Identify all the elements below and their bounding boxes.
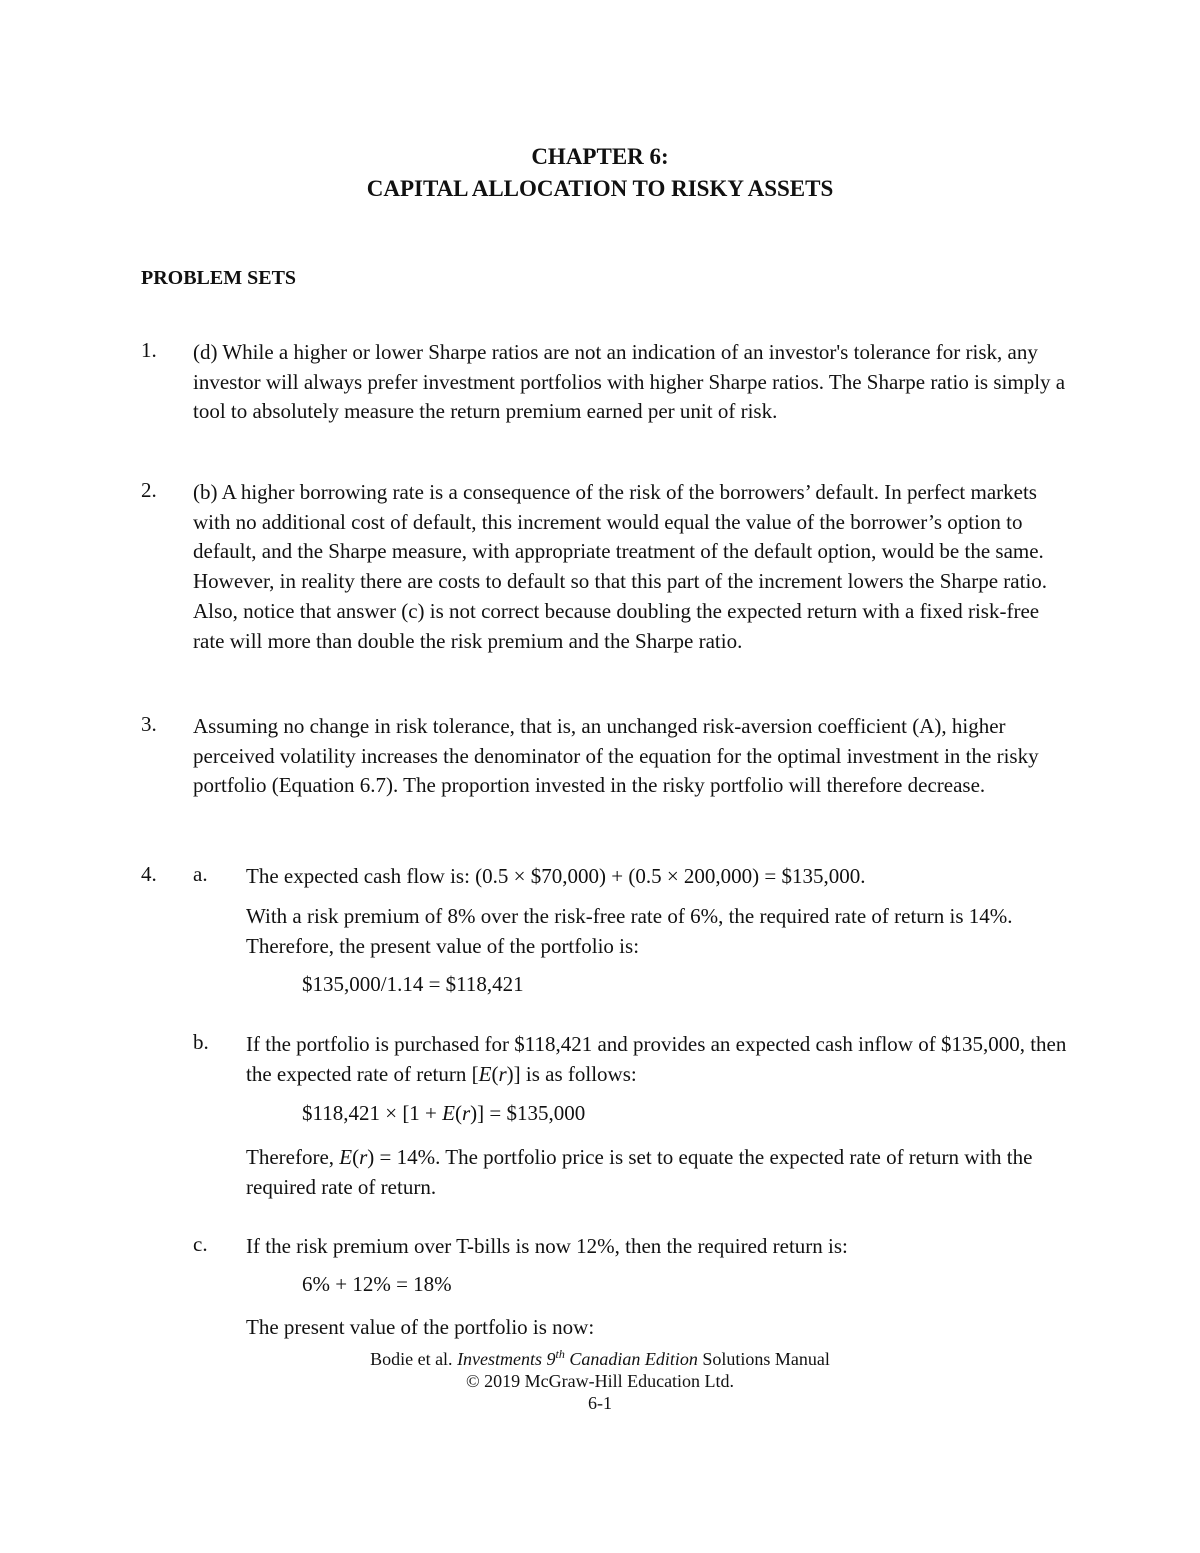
question-4b-conclusion: Therefore, E(r) = 14%. The portfolio price is set to equate the expected rate of return with the required rate of return. — [246, 1145, 1033, 1199]
footer-copyright: © 2019 McGraw-Hill Education Ltd. — [465, 1371, 735, 1391]
question-4-number: 4. — [141, 862, 157, 886]
question-4c-label: c. — [193, 1232, 208, 1256]
question-4c-line1: If the risk premium over T-bills is now 12%, then the required return is: — [246, 1234, 848, 1258]
question-4b-label: b. — [193, 1030, 209, 1054]
question-4b-equation: $118,421 × [1 + E(r)] = $135,000 — [302, 1101, 586, 1125]
section-heading: PROBLEM SETS — [141, 267, 297, 289]
question-4a-label: a. — [193, 862, 208, 886]
footer-citation: Bodie et al. Investments 9th Canadian Edition Solutions Manual — [370, 1347, 830, 1369]
question-1-number: 1. — [141, 338, 157, 362]
chapter-title: CAPITAL ALLOCATION TO RISKY ASSETS — [366, 176, 834, 201]
question-4b-paragraph: If the portfolio is purchased for $118,421 and provides an expected cash inflow of $135,000, then the expected rate of return [E(r)] is as follows: — [246, 1032, 1067, 1086]
question-2-answer: (b) A higher borrowing rate is a consequence of the risk of the borrowers’ default. In perfect markets with no additional cost of default, this increment would equal the value of the borrower’s option to default, and the Sharpe measure, with appropriate treatment of the default option, would be the same. However, in reality there are costs to default so that this part of the increment lowers the Sharpe ratio. Also, notice that answer (c) is not correct because doubling the expected return with a fixed risk-free rate will more than double the risk premium and the Sharpe ratio. — [193, 480, 1048, 653]
question-3-number: 3. — [141, 712, 157, 736]
question-4c-equation: 6% + 12% = 18% — [302, 1272, 452, 1296]
question-2-number: 2. — [141, 478, 157, 502]
page-number: 6-1 — [588, 1393, 612, 1413]
question-4a-paragraph: With a risk premium of 8% over the risk-free rate of 6%, the required rate of return is 14%. Therefore, the present value of the portfolio is: — [246, 904, 1013, 958]
chapter-number: CHAPTER 6: — [531, 144, 669, 169]
question-4a-line1: The expected cash flow is: (0.5 × $70,000) + (0.5 × 200,000) = $135,000. — [246, 864, 866, 888]
question-3-answer: Assuming no change in risk tolerance, that is, an unchanged risk-aversion coefficient (A), higher perceived volatility increases the denominator of the equation for the optimal investment in the risky portfolio (Equation 6.7). The proportion invested in the risky portfolio will therefore decrease. — [193, 714, 1039, 798]
question-4c-line2: The present value of the portfolio is now: — [246, 1315, 595, 1339]
question-1-answer: (d) While a higher or lower Sharpe ratios are not an indication of an investor's tolerance for risk, any investor will always prefer investment portfolios with higher Sharpe ratios. The Sharpe ratio is simply a tool to absolutely measure the return premium earned per unit of risk. — [193, 340, 1066, 424]
question-4a-equation: $135,000/1.14 = $118,421 — [302, 972, 524, 996]
